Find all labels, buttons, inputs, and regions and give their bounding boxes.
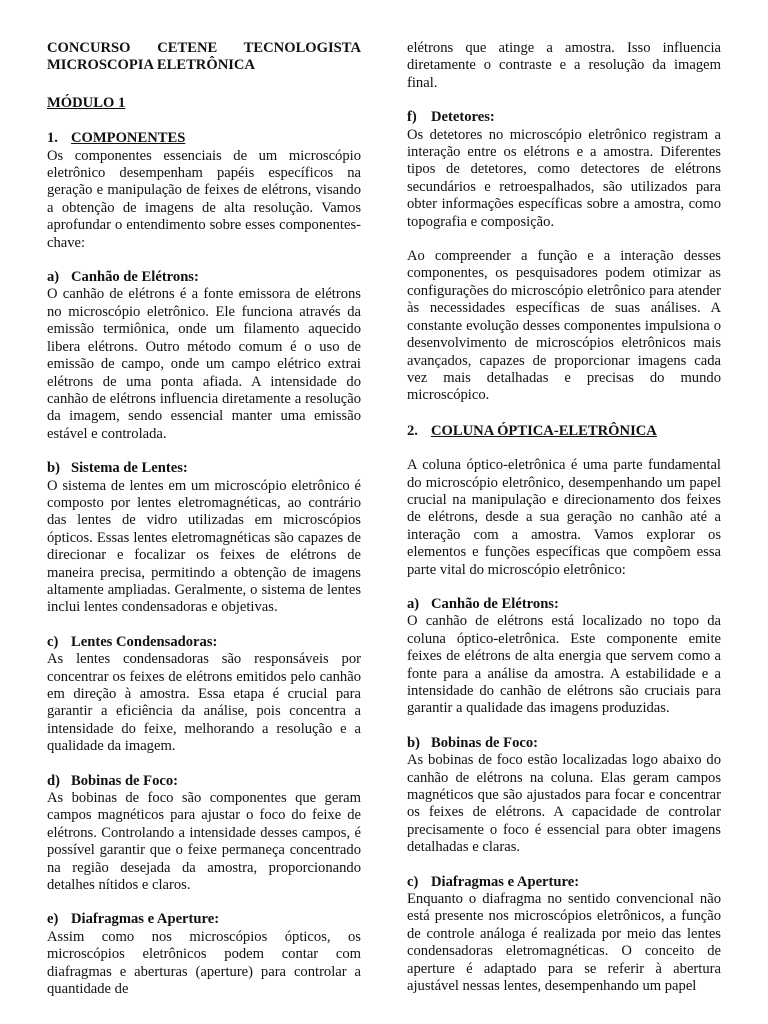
module-heading: MÓDULO 1 xyxy=(47,94,126,111)
item-title: Detetores: xyxy=(431,109,495,126)
item-heading xyxy=(407,735,721,752)
item-text: Assim como nos microscópios ópticos, os microscópios eletrônicos podem contar com diafragmas e aberturas (aperture) para controlar a quantidade de xyxy=(47,928,361,998)
item-heading xyxy=(407,874,721,891)
item-heading xyxy=(47,911,361,928)
continuation-text: elétrons que atinge a amostra. Isso influencia diretamente o contraste e a resolução da imagem final. xyxy=(407,40,721,91)
item-letter: e) xyxy=(47,911,59,928)
left-column xyxy=(47,40,361,999)
item-letter: c) xyxy=(407,873,419,890)
item-letter: a) xyxy=(47,269,60,286)
item-heading xyxy=(47,460,361,477)
section-2-title: COLUNA ÓPTICA-ELETRÔNICA xyxy=(431,422,657,439)
section-1-title: COMPONENTES xyxy=(71,130,186,147)
item-text: As bobinas de foco estão localizadas logo abaixo do canhão de elétrons na coluna. Elas geram campos magnéticos que são ajustados para focar e concentrar os feixes de elétrons. A capacidade de controlar precisamente o foco é essencial para obter imagens detalhadas e claras. xyxy=(407,752,721,856)
item-text: O canhão de elétrons está localizado no topo da coluna óptico-eletrônica. Este componente emite feixes de elétrons de alta energia que servem como a fonte para a análise da amostra. A estabilidade e a intensidade do canhão de elétrons são cruciais para garantir a qualidade das imagens produzidas. xyxy=(407,613,721,717)
item-text: As lentes condensadoras são responsáveis por concentrar os feixes de elétrons emitidos pelo canhão em direção à amostra. Essa etapa é crucial para garantir a eficiência da análise, pois concentra a intensidade do feixe, melhorando a resolução e a qualidade da imagem. xyxy=(47,651,361,755)
item-text: O sistema de lentes em um microscópio eletrônico é composto por lentes eletromagnéticas, ao contrário das lentes de vidro utilizadas em microscópios ópticos. Essas lentes eletromagnéticas são capazes de direcionar e focalizar os feixes de elétrons de maneira precisa, permitindo a obtenção de imagens altamente ampliadas. Geralmente, o sistema de lentes inclui lentes condensadoras e objetivas. xyxy=(47,477,361,616)
item-text: Os detetores no microscópio eletrônico registram a interação entre os elétrons e a amostra. Diferentes tipos de detetores, como detectores de elétrons secundários e retroespalhados, são utilizados para obter informações específicas sobre a amostra, como topografia e composição. xyxy=(407,126,721,230)
section-2-intro: A coluna óptico-eletrônica é uma parte fundamental do microscópio eletrônico, desempenhando um papel crucial na manipulação e direcionamento dos feixes de elétrons, desde a sua geração no canhão até a interação com a amostra. Vamos explorar os elementos e funções específicas que compõem essa parte vital do microscópio eletrônico: xyxy=(407,457,721,578)
item-letter: d) xyxy=(47,772,60,789)
section-1-number: 1. xyxy=(47,130,58,147)
document-title: CONCURSO CETENE TECNOLOGISTA MICROSCOPIA ELETRÔNICA xyxy=(47,40,361,74)
item-heading xyxy=(407,109,721,126)
item-title: Canhão de Elétrons: xyxy=(431,595,559,612)
section-1-intro: Os componentes essenciais de um microscópio eletrônico desempenham papéis específicos na geração e manipulação de feixes de elétrons, visando a obtenção de imagens de alta resolução. Vamos aprofundar o entendimento sobre esses componentes-chave: xyxy=(47,147,361,251)
item-title: Lentes Condensadoras: xyxy=(71,633,218,650)
item-heading xyxy=(47,634,361,651)
right-column xyxy=(407,40,721,996)
item-letter: f) xyxy=(407,109,417,126)
item-letter: c) xyxy=(47,633,59,650)
item-title: Bobinas de Foco: xyxy=(431,734,539,751)
item-title: Sistema de Lentes: xyxy=(71,460,188,477)
item-letter: b) xyxy=(47,460,60,477)
item-letter: b) xyxy=(407,734,420,751)
section-2-heading xyxy=(407,423,721,440)
item-heading xyxy=(407,596,721,613)
item-title: Canhão de Elétrons: xyxy=(71,269,199,286)
item-title: Diafragmas e Aperture: xyxy=(71,911,220,928)
item-heading xyxy=(47,269,361,286)
section-2-number: 2. xyxy=(407,422,418,439)
item-text: Enquanto o diafragma no sentido convencional não está presente nos microscópios eletrônicos, a função de controle análoga é realizada por meio das lentes condensadoras eletromagnéticas. O conceito de aperture é adaptado para se referir à abertura ajustável nessas lentes, desempenhando um papel xyxy=(407,891,721,995)
item-text: As bobinas de foco são componentes que geram campos magnéticos para ajustar o foco do feixe de elétrons. Controlando a intensidade desses campos, é possível garantir que o feixe permaneça concentrado na região desejada da amostra, proporcionando detalhes nítidos e claros. xyxy=(47,790,361,894)
section-1-heading xyxy=(47,130,361,147)
item-heading xyxy=(47,773,361,790)
summary-paragraph: Ao compreender a função e a interação desses componentes, os pesquisadores podem otimizar as configurações do microscópio eletrônico para atender às necessidades específicas de suas análises. A constante evolução desses componentes impulsiona o desenvolvimento de microscópios eletrônicos mais avançados, capazes de proporcionar imagens cada vez mais detalhadas e precisas do mundo microscópico. xyxy=(407,248,721,404)
item-text: O canhão de elétrons é a fonte emissora de elétrons no microscópio eletrônico. Ele funciona através da emissão termiônica, onde um filamento aquecido libera elétrons. Outro método comum é o uso de emissão de campo, onde um campo elétrico extrai elétrons de uma ponta afiada. A intensidade do canhão de elétrons influencia diretamente a resolução da imagem, sendo essencial manter uma emissão estável e controlada. xyxy=(47,286,361,442)
item-title: Bobinas de Foco: xyxy=(71,772,179,789)
item-letter: a) xyxy=(407,595,420,612)
item-title: Diafragmas e Aperture: xyxy=(431,873,580,890)
